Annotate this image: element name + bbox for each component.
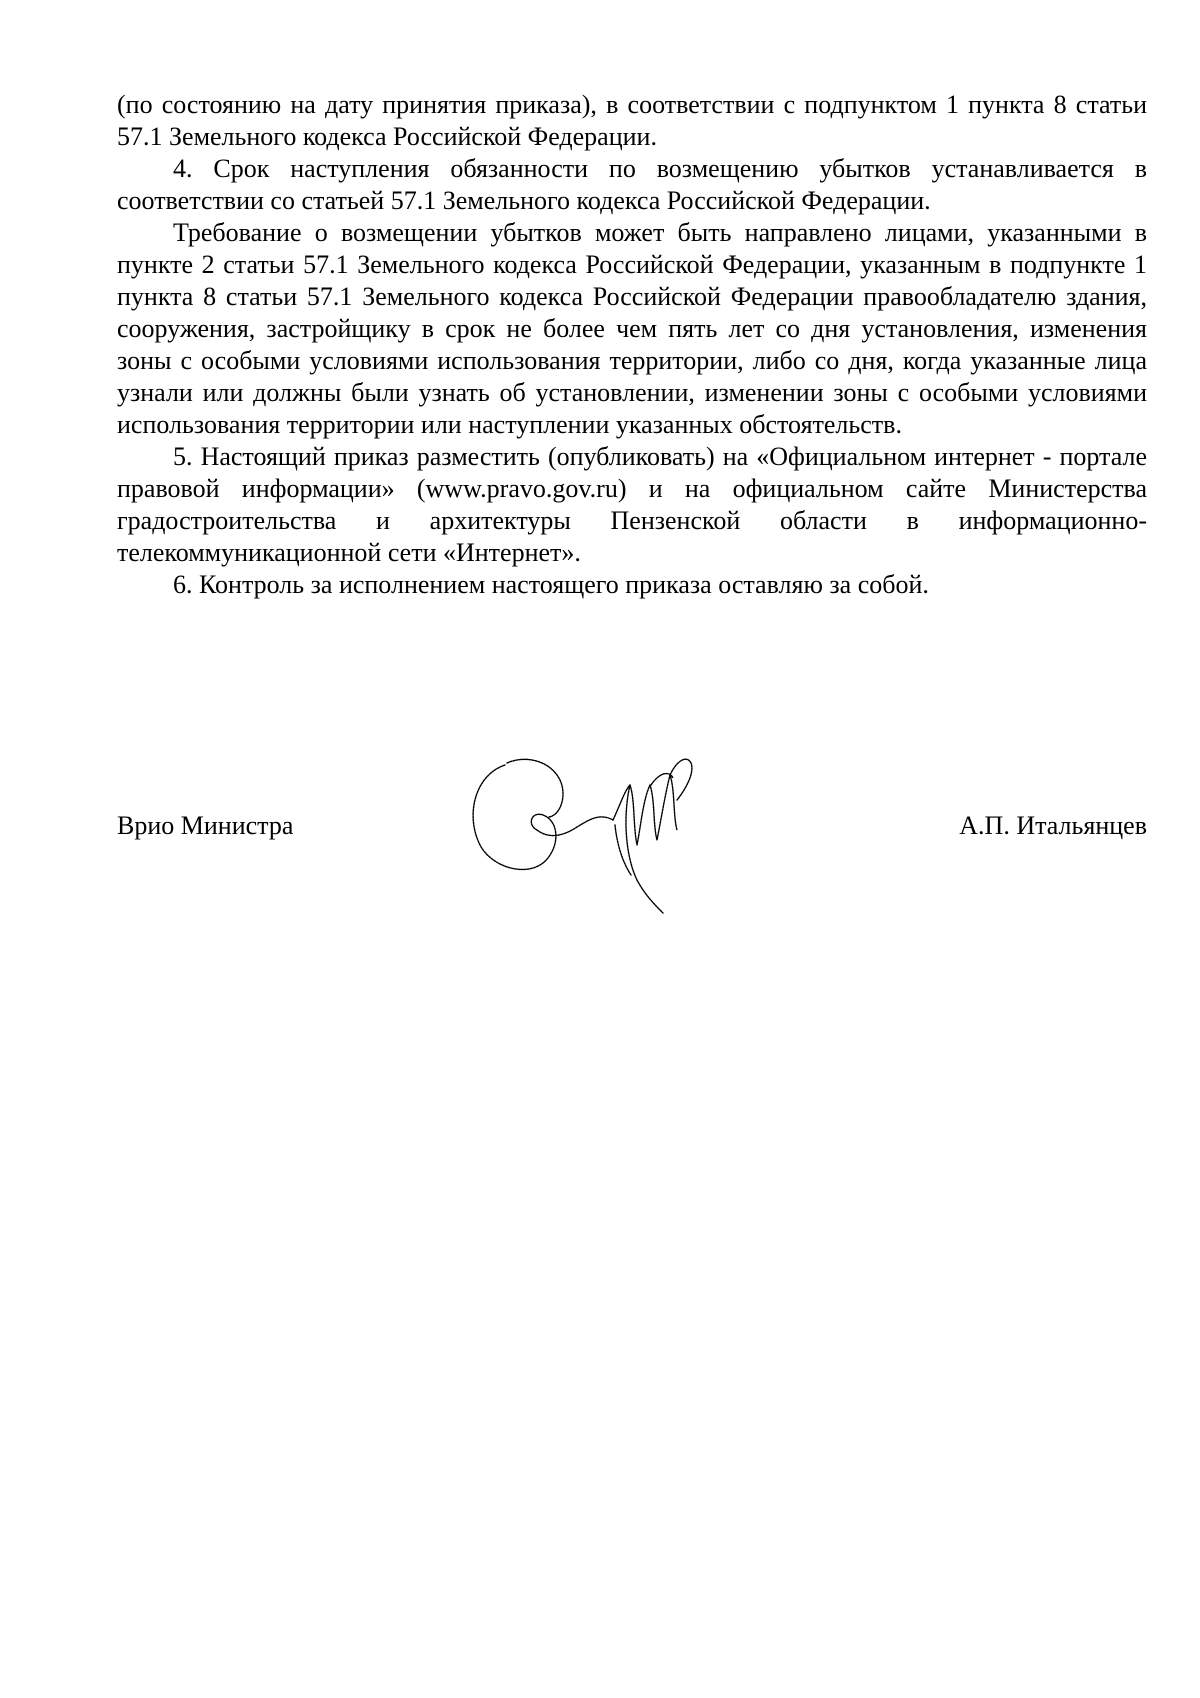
paragraph-item-4: 4. Срок наступления обязанности по возмещению убытков устанавливается в соответствии со статьей 57.1 Земельного кодекса Российской Федерации. [117,154,1147,215]
paragraph-continuation: (по состоянию на дату принятия приказа), в соответствии с подпунктом 1 пункта 8 статьи 57.1 Земельного кодекса Российской Федерации. [117,90,1147,151]
paragraph-item-6: 6. Контроль за исполнением настоящего приказа оставляю за собой. [173,570,929,599]
paragraph-damages-claim: Требование о возмещении убытков может быть направлено лицами, указанными в пункте 2 статьи 57.1 Земельного кодекса Российской Федерации, указанным в подпункте 1 пункта 8 статьи 57.1 Земельного кодекса Российской Федерации правообладателю здания, сооружения, застройщику в срок не более чем пять лет со дня установления, изменения зоны с особыми условиями использования территории, либо со дня, когда указанные лица узнали или должны были узнать об установлении, изменении зоны с особыми условиями использования территории или наступлении указанных обстоятельств. [117,218,1147,439]
paragraph-item-5: 5. Настоящий приказ разместить (опубликовать) на «Официальном интернет - портале правовой информации» (www.pravo.gov.ru) и на официальном сайте Министерства градостроительства и архитектуры Пензенской области в информационно-телекоммуникационной сети «Интернет». [117,442,1147,567]
signer-position: Врио Министра [117,811,294,840]
signer-name: А.П. Итальянцев [959,811,1147,840]
document-body [117,89,1147,601]
handwritten-signature-icon [465,745,725,925]
